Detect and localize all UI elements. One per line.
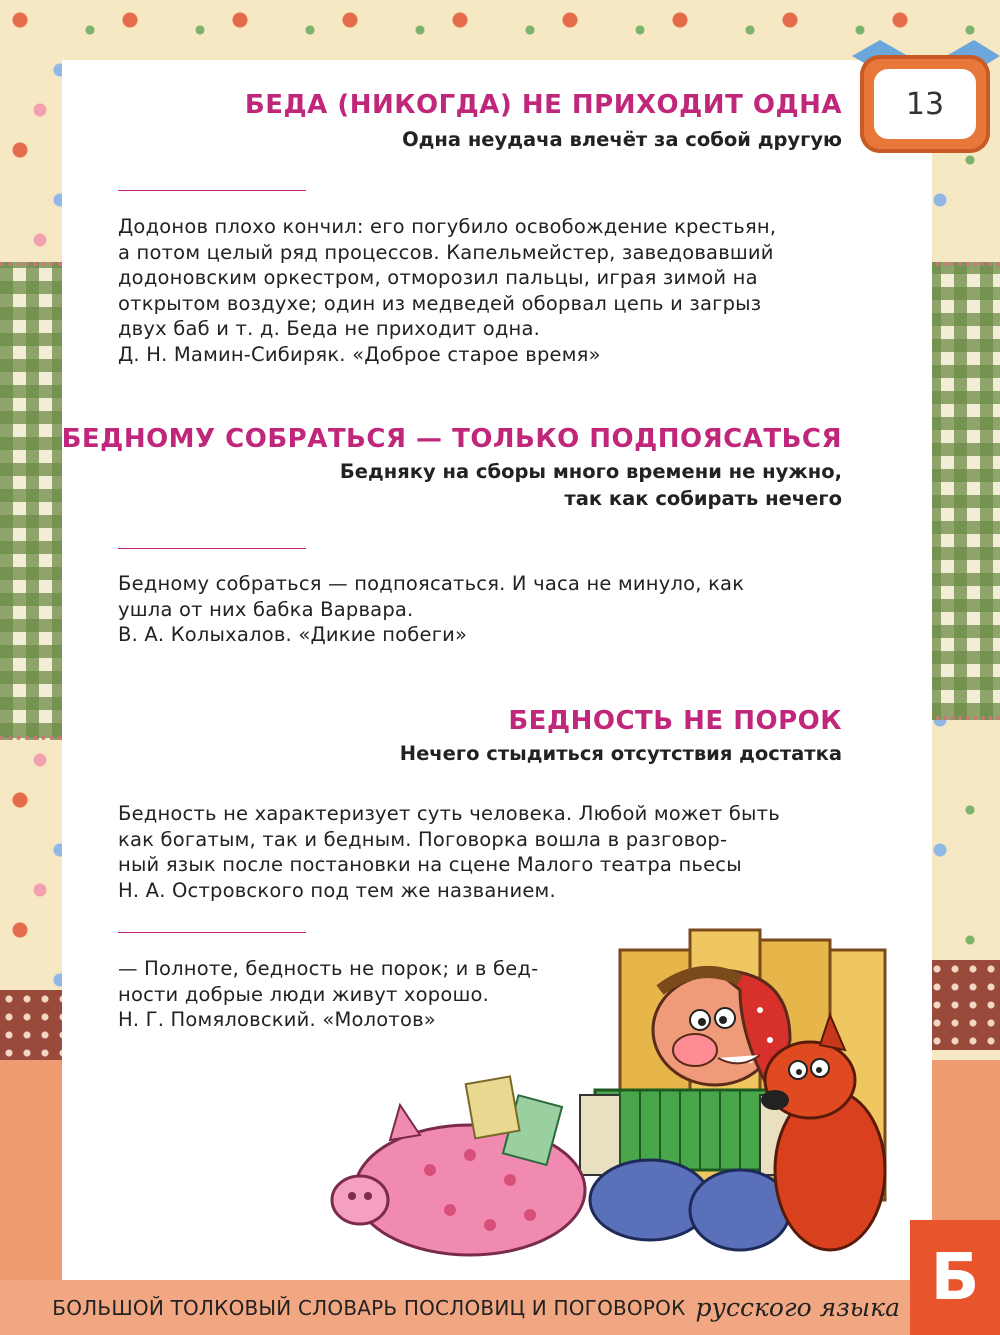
entry-title: БЕДНОСТЬ НЕ ПОРОК [508,706,842,736]
quote-text: Додонов плохо кончил: его погубило освобождение крестьян, а потом целый ряд процессов. Капельмейстер, заведовавший додоновским оркестром, отморозил пальцы, играя зимой на открытом воздухе; один из медведей оборвал цепь и загрыз двух баб и т. д. Беда не приходит одна. Д. Н. Мамин-Сибиряк. «Доброе старое время» [118,215,777,366]
quote-text: Бедному собраться — подпоясаться. И часа не минуло, как ушла от них бабка Варвара. В. А. Колыхалов. «Дикие побеги» [118,572,745,646]
divider-rule [118,548,306,549]
page-number: 13 [905,86,945,122]
entry-title: БЕДА (НИКОГДА) НЕ ПРИХОДИТ ОДНА [244,90,842,120]
polka-strip-left [0,990,62,1060]
gingham-strip-left [0,262,62,740]
entry-meaning: Нечего стыдиться отсутствия достатка [399,742,842,765]
divider-rule [118,932,306,933]
page-number-frame-inner [874,69,976,139]
footer [0,1280,910,1335]
letter-tab [910,1220,1000,1335]
entry-meaning: Бедняку на сборы много времени не нужно, так как собирать нечего [339,460,842,510]
page-number-frame [860,55,990,153]
section-letter: Б [930,1240,980,1315]
footer-book-subtitle: русского языка [695,1293,900,1322]
boy-illustration [580,970,800,1250]
entry-title: БЕДНОМУ СОБРАТЬСЯ — ТОЛЬКО ПОДПОЯСАТЬСЯ [61,424,842,454]
polka-strip-right [928,960,1000,1050]
quote-text: — Полноте, бедность не порок; и в бед- ности добрые люди живут хорошо. Н. Г. Помяловский. «Молотов» [118,957,539,1031]
footer-book-title: БОЛЬШОЙ ТОЛКОВЫЙ СЛОВАРЬ ПОСЛОВИЦ И ПОГОВОРОК [52,1295,686,1320]
entry-meaning: Одна неудача влечёт за собой другую [402,128,842,151]
gingham-strip-right [928,262,1000,720]
illustration-boy-dog-piggybank [320,920,910,1275]
explanation-text: Бедность не характеризует суть человека. Любой может быть как богатым, так и бедным. Поговорка вошла в разговор- ный язык после постановки на сцене Малого театра пьесы Н. А. Островского под тем же названием. [118,802,780,902]
divider-rule [118,190,306,191]
piggybank-illustration [332,1076,585,1255]
